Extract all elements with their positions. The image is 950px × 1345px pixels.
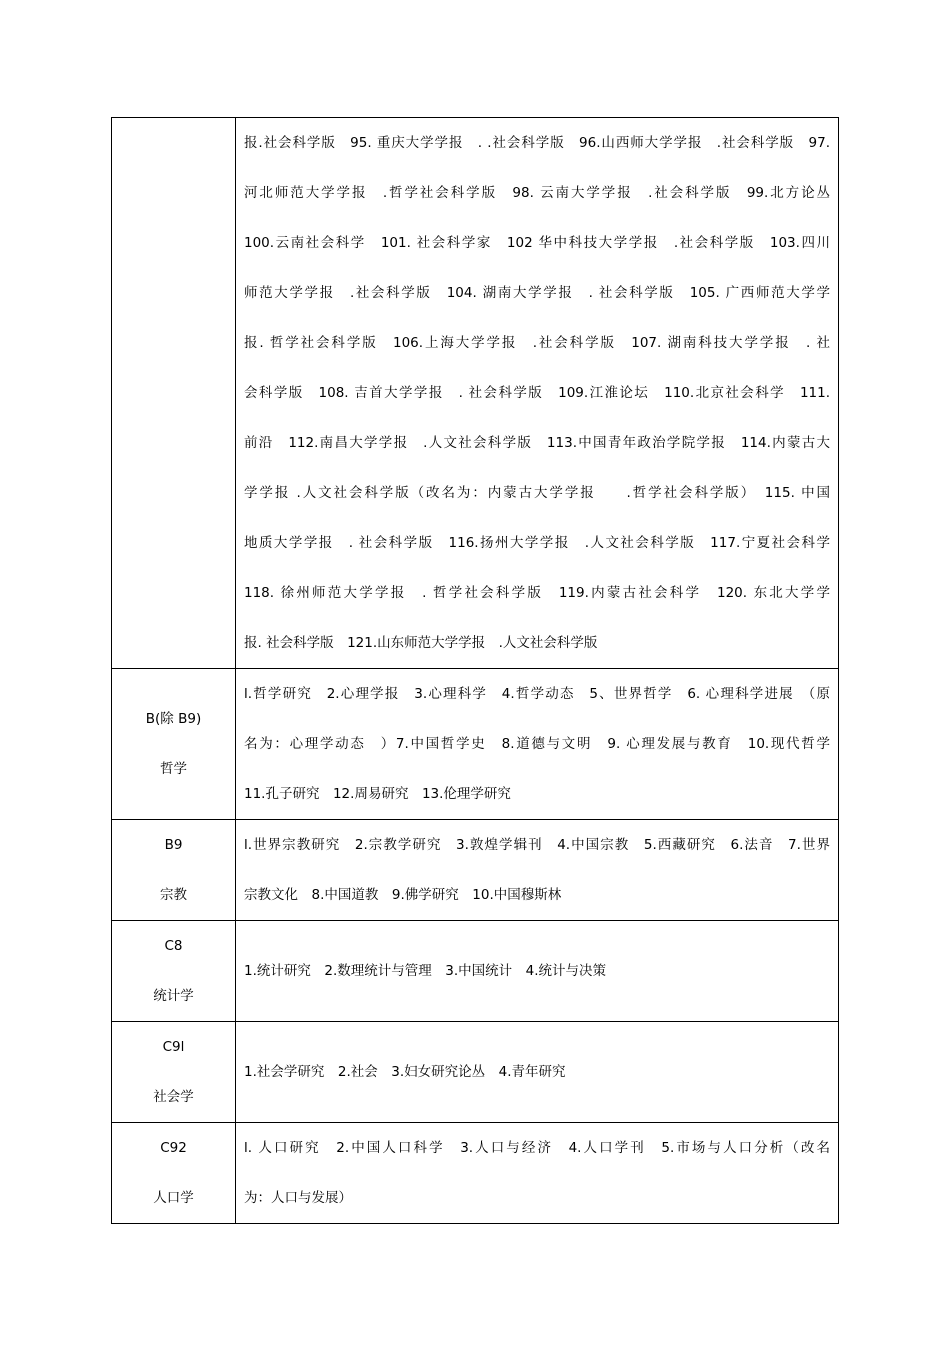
category-cell [112,1123,236,1224]
journal-list-cell [236,669,839,820]
category-name: 人口学 [153,1190,194,1206]
journal-line: l.哲学研究 2.心理学报 3.心理科学 4.哲学动态 5、世界哲学 6. 心理科学进展 （原 [244,686,830,702]
journal-line: l. 人口研究 2.中国人口科学 3.人口与经济 4.人口学刊 5.市场与人口分析（改名 [244,1140,830,1156]
journal-list-cell [236,1022,839,1123]
journal-line: l.世界宗教研究 2.宗教学研究 3.敦煌学辑刊 4.中国宗教 5.西藏研究 6.法音 7.世界 [244,837,830,853]
table-row [112,1123,839,1224]
category-code: C8 [164,938,183,954]
journal-line: 100.云南社会科学 101. 社会科学家 102 华中科技大学学报 .社会科学版 103.四川 [244,235,830,251]
table-row [112,118,839,669]
journal-lines [236,1123,838,1223]
journal-line: 1.社会学研究 2.社会 3.妇女研究论丛 4.青年研究 [244,1064,566,1080]
category-name: 宗教 [160,887,187,903]
table-row [112,1022,839,1123]
journal-line: 11.孔子研究 12.周易研究 13.伦理学研究 [244,786,511,802]
journal-line: 报. 哲学社会科学版 106.上海大学学报 .社会科学版 107. 湖南科技大学学报 . 社 [244,335,830,351]
journal-list-cell [236,1123,839,1224]
category-code: B(除 B9) [145,711,202,727]
category-cell [112,118,236,669]
category-name: 统计学 [153,988,194,1004]
journal-line: 学学报 .人文社会科学版（改名为：内蒙古大学学报 .哲学社会科学版） 115. 中国 [244,485,830,501]
journal-line: 118. 徐州师范大学学报 . 哲学社会科学版 119.内蒙古社会科学 120. 东北大学学 [244,585,830,601]
table-row [112,669,839,820]
journal-lines [236,946,838,996]
journal-lines [236,669,838,819]
journal-line: 名为：心理学动态 ）7.中国哲学史 8.道德与文明 9. 心理发展与教育 10.现代哲学 [244,736,830,752]
category-code: C9l [162,1039,185,1055]
journal-line: 河北师范大学学报 .哲学社会科学版 98. 云南大学学报 .社会科学版 99.北方论丛 [244,185,830,201]
journal-list-cell [236,118,839,669]
journal-line: 报. 社会科学版 121.山东师范大学学报 .人文社会科学版 [244,635,598,651]
journal-line: 前沿 112.南昌大学学报 .人文社会科学版 113.中国青年政治学院学报 114.内蒙古大 [244,435,830,451]
journal-list-cell [236,820,839,921]
journal-line: 1.统计研究 2.数理统计与管理 3.中国统计 4.统计与决策 [244,963,607,979]
category-cell [112,669,236,820]
journal-line: 师范大学学报 .社会科学版 104. 湖南大学学报 . 社会科学版 105. 广西师范大学学 [244,285,830,301]
journal-line: 为：人口与发展） [244,1190,352,1206]
journal-line: 会科学版 108. 吉首大学学报 . 社会科学版 109.江淮论坛 110.北京社会科学 111. [244,385,830,401]
journal-table [111,117,839,1224]
journal-line: 地质大学学报 . 社会科学版 116.扬州大学学报 .人文社会科学版 117.宁夏社会科学 [244,535,830,551]
category-cell [112,921,236,1022]
category-cell [112,820,236,921]
category-name: 社会学 [153,1089,194,1105]
journal-line: 宗教文化 8.中国道教 9.佛学研究 10.中国穆斯林 [244,887,562,903]
category-name: 哲学 [160,761,187,777]
journal-lines [236,820,838,920]
category-code: B9 [164,837,183,853]
journal-lines [236,1047,838,1097]
journal-line: 报.社会科学版 95. 重庆大学学报 . .社会科学版 96.山西师大学学报 .社会科学版 97. [244,135,830,151]
category-cell [112,1022,236,1123]
journal-list-cell [236,921,839,1022]
journal-lines [236,118,838,668]
table-row [112,820,839,921]
category-code: C92 [160,1140,187,1156]
table-row [112,921,839,1022]
